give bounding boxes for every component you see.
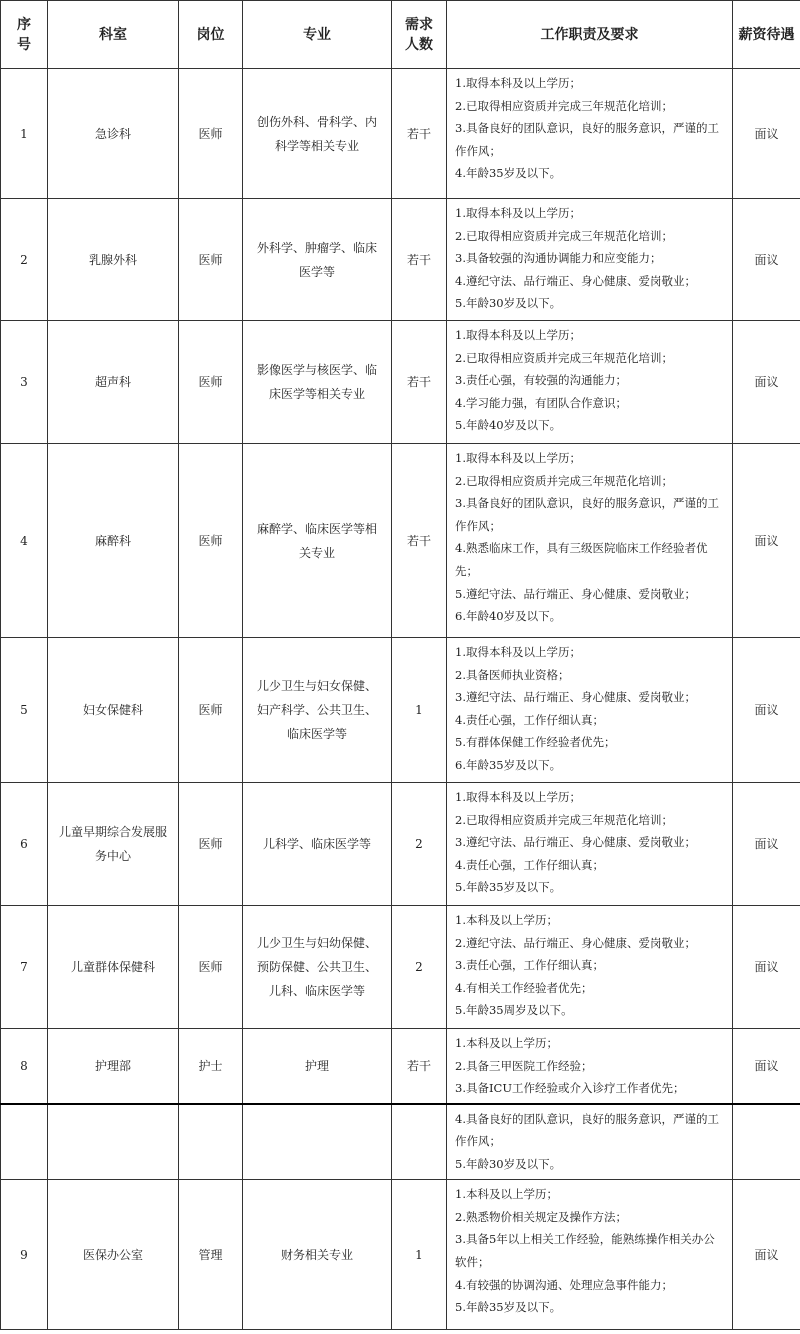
- table-row: [1, 69, 800, 199]
- department-cell: 妇女保健科: [48, 638, 179, 783]
- requirement-line: 5.年龄35岁及以下。: [455, 880, 562, 895]
- header-major: 专业: [243, 1, 392, 69]
- headcount-cell: 若干: [392, 1029, 447, 1104]
- position-cell: 医师: [179, 199, 243, 321]
- major-cell: 财务相关专业: [243, 1180, 392, 1330]
- requirement-line: 2.已取得相应资质并完成三年规范化培训；: [455, 350, 673, 365]
- position-cell: 医师: [179, 69, 243, 199]
- requirements-cell: [447, 1104, 733, 1180]
- headcount-cell: 1: [392, 638, 447, 783]
- requirement-line: 3.具备ICU工作经验或介入诊疗工作者优先；: [455, 1081, 685, 1096]
- requirement-line: 2.具备三甲医院工作经验；: [455, 1058, 593, 1073]
- position-cell: 管理: [179, 1180, 243, 1330]
- requirements-cell: [447, 906, 733, 1029]
- requirement-line: 3.遵纪守法、品行端正、身心健康、爱岗敬业；: [455, 690, 696, 705]
- requirements-cell: [447, 321, 733, 444]
- header-pay: 薪资待遇: [733, 1, 800, 69]
- requirements-cell: [447, 444, 733, 638]
- table-row: [1, 199, 800, 321]
- headcount-cell: 若干: [392, 444, 447, 638]
- department-cell: 急诊科: [48, 69, 179, 199]
- requirement-line: 2.已取得相应资质并完成三年规范化培训；: [455, 228, 673, 243]
- requirement-line: 1.取得本科及以上学历；: [455, 790, 581, 804]
- row-number: 7: [1, 906, 48, 1029]
- position-cell: 医师: [179, 638, 243, 783]
- row-number: 9: [1, 1180, 48, 1330]
- requirement-line: 3.具备5年以上相关工作经验，能熟练操作相关办公软件；: [455, 1232, 715, 1270]
- department-cell: 医保办公室: [48, 1180, 179, 1330]
- department-cell: 乳腺外科: [48, 199, 179, 321]
- requirement-line: 3.具备良好的团队意识，良好的服务意识，严谨的工作作风；: [455, 496, 719, 533]
- requirement-line: 2.熟悉物价相关规定及操作方法；: [455, 1209, 627, 1224]
- requirement-line: 2.已取得相应资质并完成三年规范化培训；: [455, 98, 673, 113]
- position-cell: 医师: [179, 444, 243, 638]
- table-row: [1, 1029, 800, 1104]
- headcount-cell: 2: [392, 783, 447, 906]
- department-cell: 儿童群体保健科: [48, 906, 179, 1029]
- requirement-line: 3.遵纪守法、品行端正、身心健康、爱岗敬业；: [455, 835, 696, 850]
- position-cell: 护士: [179, 1029, 243, 1104]
- header-row: [1, 1, 800, 69]
- header-dept: 科室: [48, 1, 179, 69]
- table-row: [1, 321, 800, 444]
- requirement-line: 4.年龄35岁及以下。: [455, 166, 562, 181]
- requirement-line: 1.取得本科及以上学历；: [455, 451, 581, 465]
- requirement-line: 4.有较强的协调沟通、处理应急事件能力；: [455, 1277, 673, 1292]
- salary-cell: [733, 1104, 800, 1180]
- position-cell: 医师: [179, 906, 243, 1029]
- major-cell: 影像医学与核医学、临床医学等相关专业: [243, 321, 392, 444]
- major-cell: 儿少卫生与妇女保健、妇产科学、公共卫生、临床医学等: [243, 638, 392, 783]
- requirement-line: 5.有群体保健工作经验者优先；: [455, 735, 616, 750]
- requirement-line: 5.年龄30岁及以下。: [455, 296, 562, 311]
- major-cell: 创伤外科、骨科学、内科学等相关专业: [243, 69, 392, 199]
- requirement-line: 1.取得本科及以上学历；: [455, 76, 581, 90]
- requirement-line: 1.本科及以上学历；: [455, 913, 558, 927]
- requirement-line: 3.具备良好的团队意识，良好的服务意识，严谨的工作作风；: [455, 121, 719, 158]
- requirement-line: 4.责任心强，工作仔细认真；: [455, 712, 604, 727]
- salary-cell: 面议: [733, 199, 800, 321]
- requirements-cell: [447, 783, 733, 906]
- requirement-line: 3.具备较强的沟通协调能力和应变能力；: [455, 251, 662, 266]
- headcount-cell: [392, 1104, 447, 1180]
- row-number: 8: [1, 1029, 48, 1104]
- salary-cell: 面议: [733, 1180, 800, 1330]
- salary-cell: 面议: [733, 1029, 800, 1104]
- table-row: [1, 906, 800, 1029]
- requirements-cell: [447, 199, 733, 321]
- row-number: 2: [1, 199, 48, 321]
- major-cell: 外科学、肿瘤学、临床医学等: [243, 199, 392, 321]
- major-cell: 儿科学、临床医学等: [243, 783, 392, 906]
- headcount-cell: 若干: [392, 69, 447, 199]
- requirement-line: 4.具备良好的团队意识，良好的服务意识，严谨的工作作风；: [455, 1111, 719, 1149]
- department-cell: 护理部: [48, 1029, 179, 1104]
- major-cell: [243, 1104, 392, 1180]
- requirement-line: 5.年龄35周岁及以下。: [455, 1003, 573, 1018]
- headcount-cell: 1: [392, 1180, 447, 1330]
- table-row: [1, 783, 800, 906]
- requirements-cell: [447, 1180, 733, 1330]
- row-number: 5: [1, 638, 48, 783]
- requirement-line: 2.已取得相应资质并完成三年规范化培训；: [455, 812, 673, 827]
- requirements-cell: [447, 638, 733, 783]
- major-cell: 儿少卫生与妇幼保健、预防保健、公共卫生、儿科、临床医学等: [243, 906, 392, 1029]
- requirement-line: 1.取得本科及以上学历；: [455, 328, 581, 342]
- table-row: [1, 1180, 800, 1330]
- requirement-line: 2.具备医师执业资格；: [455, 667, 570, 682]
- salary-cell: 面议: [733, 321, 800, 444]
- headcount-cell: 若干: [392, 199, 447, 321]
- table-row: [1, 638, 800, 783]
- major-cell: 护理: [243, 1029, 392, 1104]
- header-no: 序号: [1, 1, 48, 69]
- salary-cell: 面议: [733, 906, 800, 1029]
- salary-cell: 面议: [733, 444, 800, 638]
- position-cell: 医师: [179, 783, 243, 906]
- requirement-line: 4.熟悉临床工作，具有三级医院临床工作经验者优先；: [455, 541, 708, 578]
- requirement-line: 1.取得本科及以上学历；: [455, 206, 581, 220]
- salary-cell: 面议: [733, 783, 800, 906]
- requirement-line: 4.遵纪守法、品行端正、身心健康、爱岗敬业；: [455, 273, 696, 288]
- requirement-line: 5.年龄30岁及以下。: [455, 1156, 562, 1171]
- requirement-line: 5.年龄35岁及以下。: [455, 1300, 562, 1315]
- row-number: 1: [1, 69, 48, 199]
- requirement-line: 4.有相关工作经验者优先；: [455, 980, 593, 995]
- header-post: 岗位: [179, 1, 243, 69]
- department-cell: 麻醉科: [48, 444, 179, 638]
- position-cell: [179, 1104, 243, 1180]
- salary-cell: 面议: [733, 638, 800, 783]
- requirement-line: 1.本科及以上学历；: [455, 1187, 558, 1202]
- requirement-line: 6.年龄35岁及以下。: [455, 757, 562, 772]
- table-row: [1, 1104, 800, 1180]
- table-row: [1, 444, 800, 638]
- department-cell: 超声科: [48, 321, 179, 444]
- requirements-cell: [447, 1029, 733, 1104]
- requirement-line: 1.本科及以上学历；: [455, 1036, 558, 1050]
- row-number: 6: [1, 783, 48, 906]
- header-count: 需求人数: [392, 1, 447, 69]
- salary-cell: 面议: [733, 69, 800, 199]
- requirement-line: 4.学习能力强，有团队合作意识；: [455, 395, 627, 410]
- requirements-cell: [447, 69, 733, 199]
- headcount-cell: 若干: [392, 321, 447, 444]
- requirement-line: 2.遵纪守法、品行端正、身心健康、爱岗敬业；: [455, 935, 696, 950]
- row-number: 4: [1, 444, 48, 638]
- major-cell: 麻醉学、临床医学等相关专业: [243, 444, 392, 638]
- department-cell: 儿童早期综合发展服务中心: [48, 783, 179, 906]
- requirement-line: 2.已取得相应资质并完成三年规范化培训；: [455, 473, 673, 488]
- requirement-line: 6.年龄40岁及以下。: [455, 609, 562, 624]
- requirement-line: 3.责任心强，有较强的沟通能力；: [455, 373, 627, 388]
- requirement-line: 5.年龄40岁及以下。: [455, 418, 562, 433]
- requirement-line: 5.遵纪守法、品行端正、身心健康、爱岗敬业；: [455, 586, 696, 601]
- requirement-line: 4.责任心强，工作仔细认真；: [455, 857, 604, 872]
- header-requirements: 工作职责及要求: [447, 1, 733, 69]
- position-cell: 医师: [179, 321, 243, 444]
- table-body: [1, 69, 800, 1330]
- row-number: 3: [1, 321, 48, 444]
- requirement-line: 3.责任心强，工作仔细认真；: [455, 958, 604, 973]
- headcount-cell: 2: [392, 906, 447, 1029]
- row-number: [1, 1104, 48, 1180]
- requirement-line: 1.取得本科及以上学历；: [455, 645, 581, 659]
- department-cell: [48, 1104, 179, 1180]
